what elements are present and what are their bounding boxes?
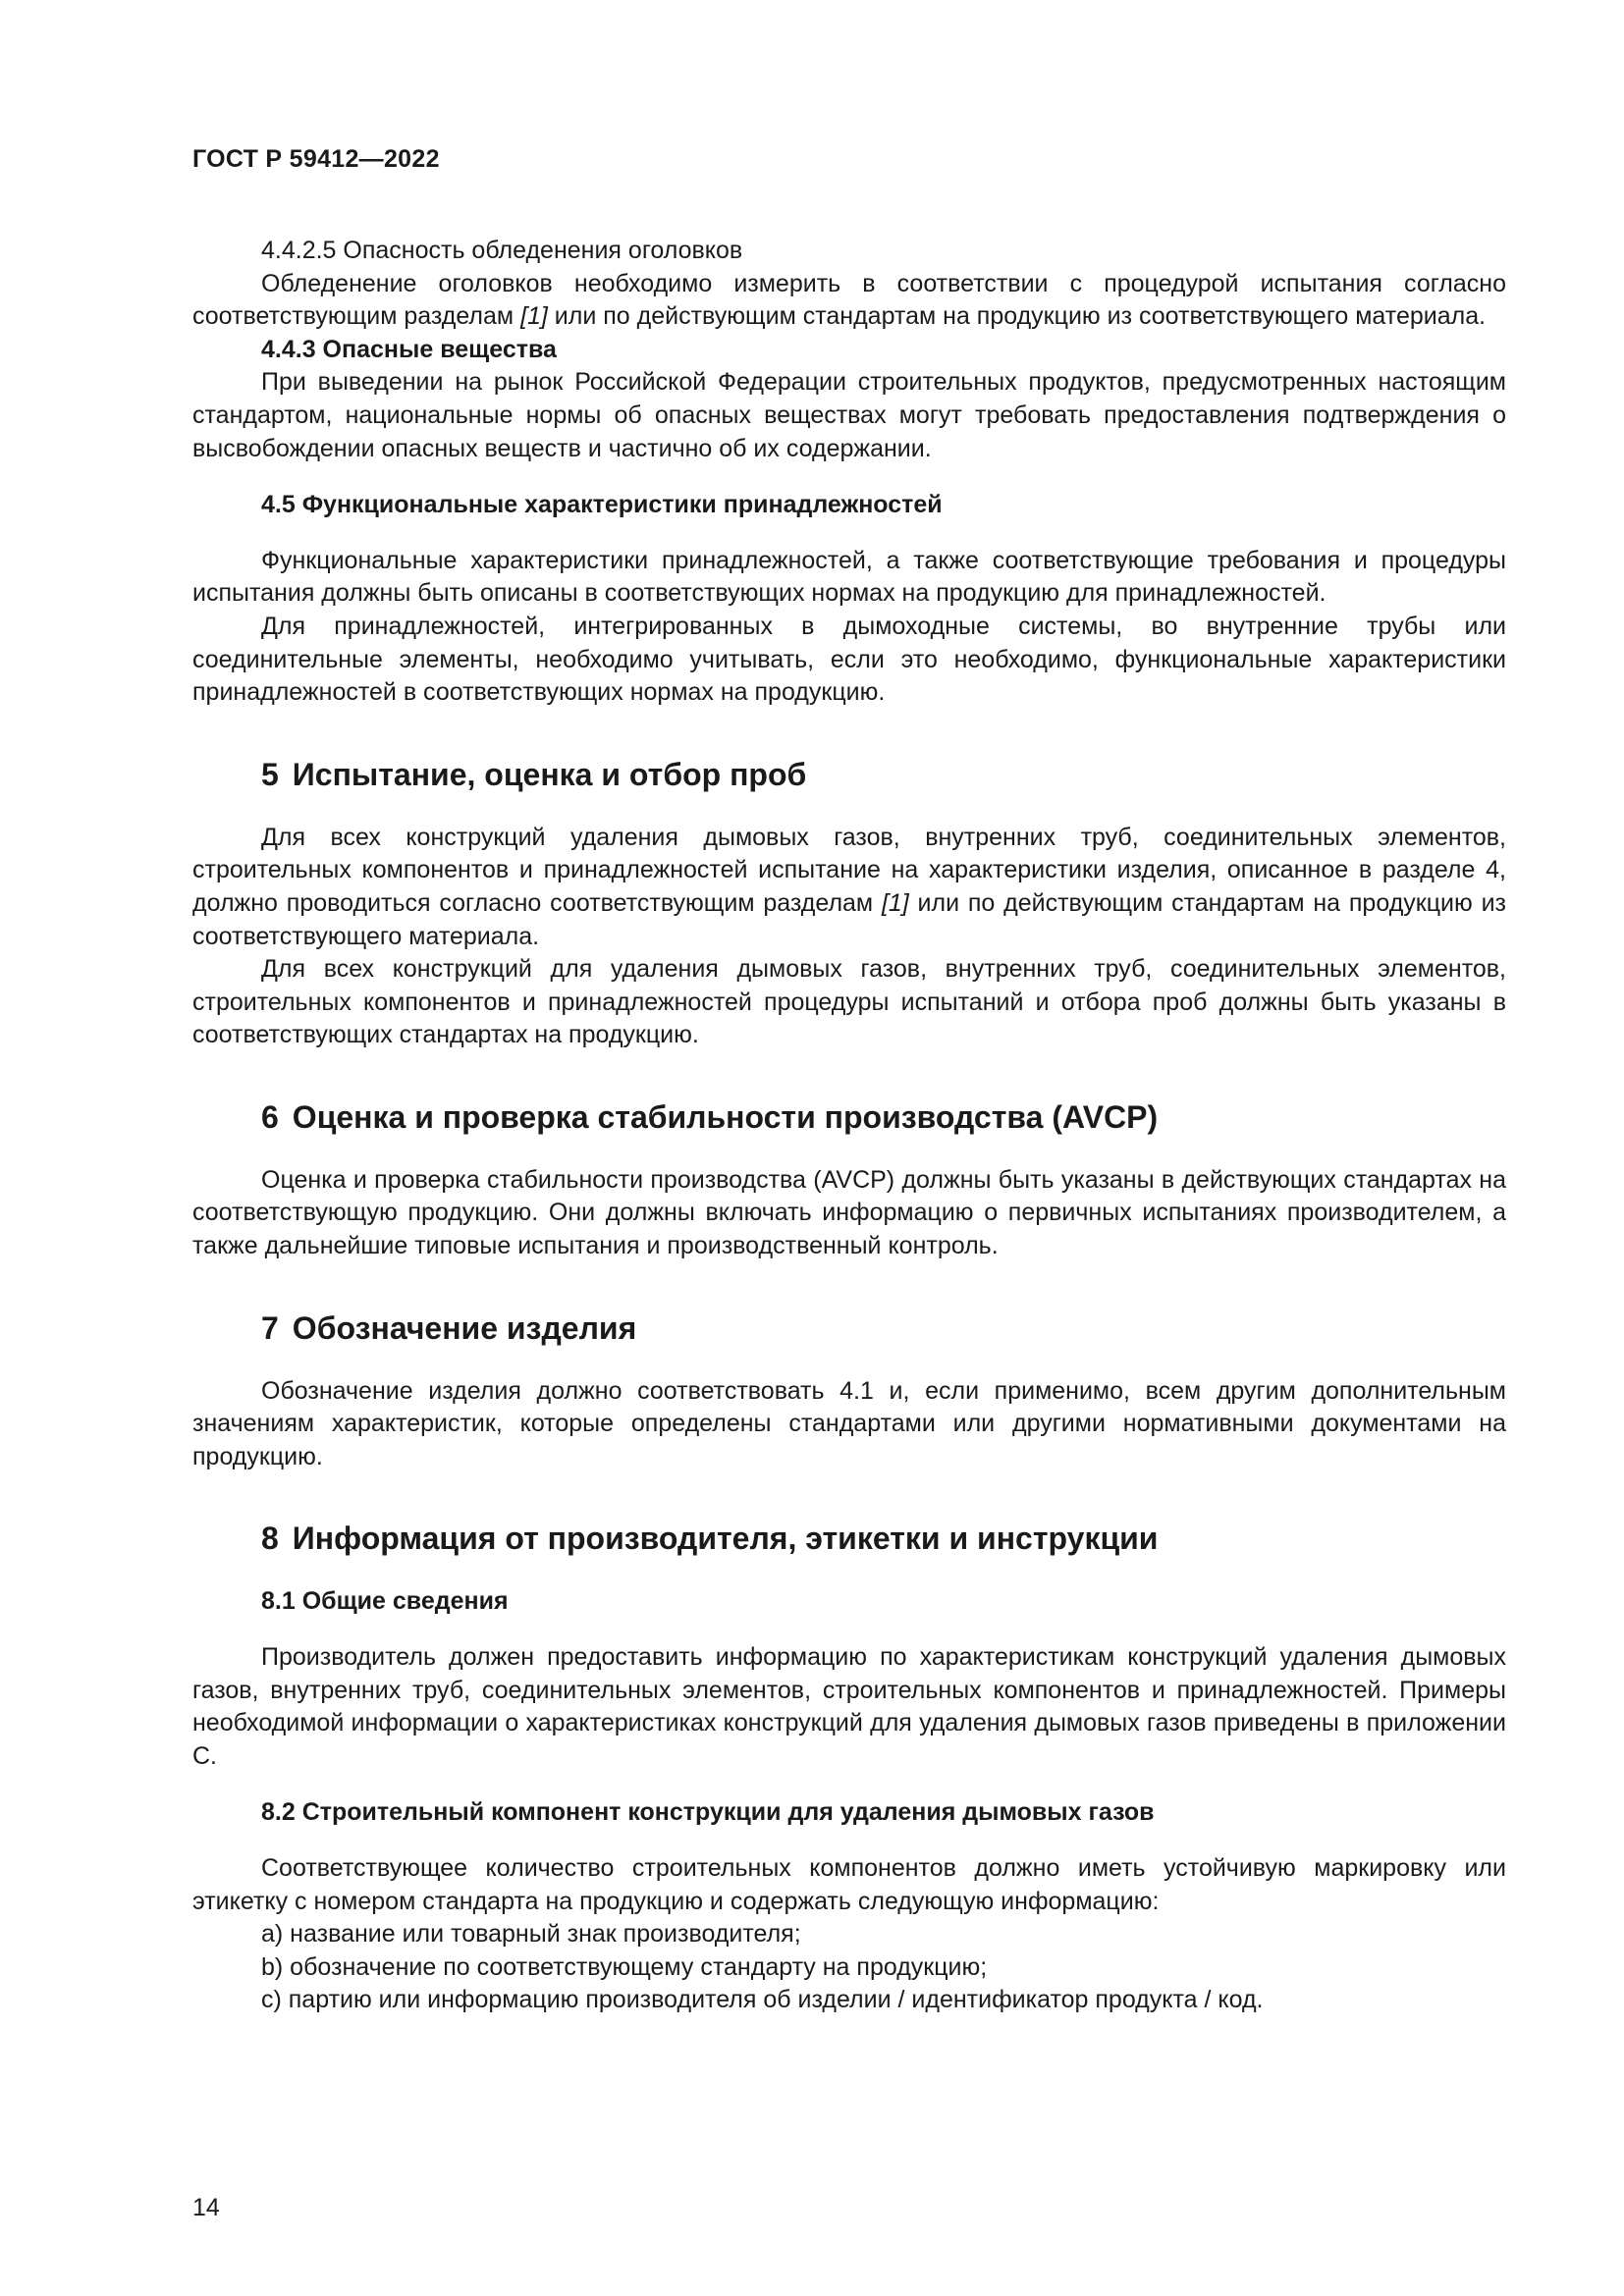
section-number: 8	[261, 1521, 279, 1557]
subsection-8-1-heading: 8.1 Общие сведения	[261, 1587, 509, 1616]
section-8-heading	[192, 1519, 1506, 1558]
subsection-4-5-heading: 4.5 Функциональные характеристики принадлежностей	[261, 491, 943, 519]
section-title: Испытание, оценка и отбор проб	[292, 756, 807, 792]
list-item: a) название или товарный знак производителя;	[261, 1920, 801, 1949]
section-7-heading	[192, 1308, 1506, 1348]
section-title: Оценка и проверка стабильности производства (AVCP)	[292, 1098, 1159, 1135]
subsection-8-2-paragraph: Соответствующее количество строительных компонентов должно иметь устойчивую маркировку или этикетку с номером стандарта на продукцию и содержать следующую информацию:	[192, 1854, 1506, 1915]
page-number: 14	[192, 2194, 220, 2221]
reference-1: [1]	[881, 888, 909, 917]
section-6-paragraph: Оценка и проверка стабильности производства (AVCP) должны быть указаны в действующих стандартах на соответствующую продукцию. Они должны включать информацию о первичных испытаниях производителем, а также дальнейшие типовые испытания и производственный контроль.	[192, 1165, 1506, 1260]
text-span: или по действующим стандартам на продукцию из соответствующего материала.	[192, 888, 1506, 950]
subsection-4-4-3-paragraph: При выведении на рынок Российской Федерации строительных продуктов, предусмотренных настоящим стандартом, национальные нормы об опасных веществах могут требовать предоставления подтверждения о высвобождении опасных веществ и частично об их содержании.	[192, 368, 1506, 462]
section-5-paragraph-2: Для всех конструкций для удаления дымовых газов, внутренних труб, соединительных элементов, строительных компонентов и принадлежностей процедуры испытаний и отбора проб должны быть указаны в соответствующих стандартах на продукцию.	[192, 955, 1506, 1049]
section-7-paragraph: Обозначение изделия должно соответствовать 4.1 и, если применимо, всем другим дополнительным значениям характеристик, которые определены стандартами или другими нормативными документами на продукцию.	[192, 1376, 1506, 1470]
document-header: ГОСТ Р 59412—2022	[192, 145, 440, 173]
subsection-4-5-paragraph-1: Функциональные характеристики принадлежностей, а также соответствующие требования и процедуры испытания должны быть описаны в соответствующих нормах на продукцию для принадлежностей.	[192, 546, 1506, 608]
text-span: Для всех конструкций удаления дымовых газов, внутренних труб, соединительных элементов, строительных компонентов и принадлежностей испытание на характеристики изделия, описанное в разделе 4, должно проводиться согласно соответствующим разделам	[192, 823, 1506, 917]
section-6-heading	[192, 1097, 1506, 1137]
section-5-paragraph-1	[192, 822, 1506, 953]
section-number: 7	[261, 1309, 279, 1346]
section-title: Информация от производителя, этикетки и инструкции	[292, 1521, 1159, 1557]
reference-1: [1]	[520, 302, 548, 331]
section-number: 6	[261, 1098, 279, 1135]
text-span: Обледенение оголовков необходимо измерить в соответствии с процедурой испытания согласно соответствующим разделам	[192, 269, 1506, 331]
section-title: Обозначение изделия	[292, 1309, 637, 1346]
list-item: b) обозначение по соответствующему стандарту на продукцию;	[261, 1952, 988, 1981]
subsection-4-5-paragraph-2: Для принадлежностей, интегрированных в дымоходные системы, во внутренние трубы или соединительные элементы, необходимо учитывать, если это необходимо, функциональные характеристики принадлежностей в соответствующих нормах на продукцию.	[192, 612, 1506, 707]
document-page	[192, 145, 1506, 2017]
list-item: c) партию или информацию производителя об изделии / идентификатор продукта / код.	[261, 1986, 1264, 2014]
section-5-heading	[192, 755, 1506, 794]
subsection-4-4-3-heading: 4.4.3 Опасные вещества	[261, 335, 557, 363]
subsection-8-1-paragraph: Производитель должен предоставить информацию по характеристикам конструкций удаления дымовых газов, внутренних труб, соединительных элементов, строительных компонентов и принадлежностей. Примеры необходимой информации о характеристиках конструкций для удаления дымовых газов приведены в приложении С.	[192, 1643, 1506, 1770]
subsection-4-4-2-5-paragraph	[192, 268, 1506, 334]
subsection-4-4-2-5-heading: 4.4.2.5 Опасность обледенения оголовков	[261, 237, 743, 264]
section-number: 5	[261, 756, 279, 792]
text-span: или по действующим стандартам на продукцию из соответствующего материала.	[547, 302, 1487, 331]
subsection-8-2-heading: 8.2 Строительный компонент конструкции для удаления дымовых газов	[261, 1798, 1155, 1827]
